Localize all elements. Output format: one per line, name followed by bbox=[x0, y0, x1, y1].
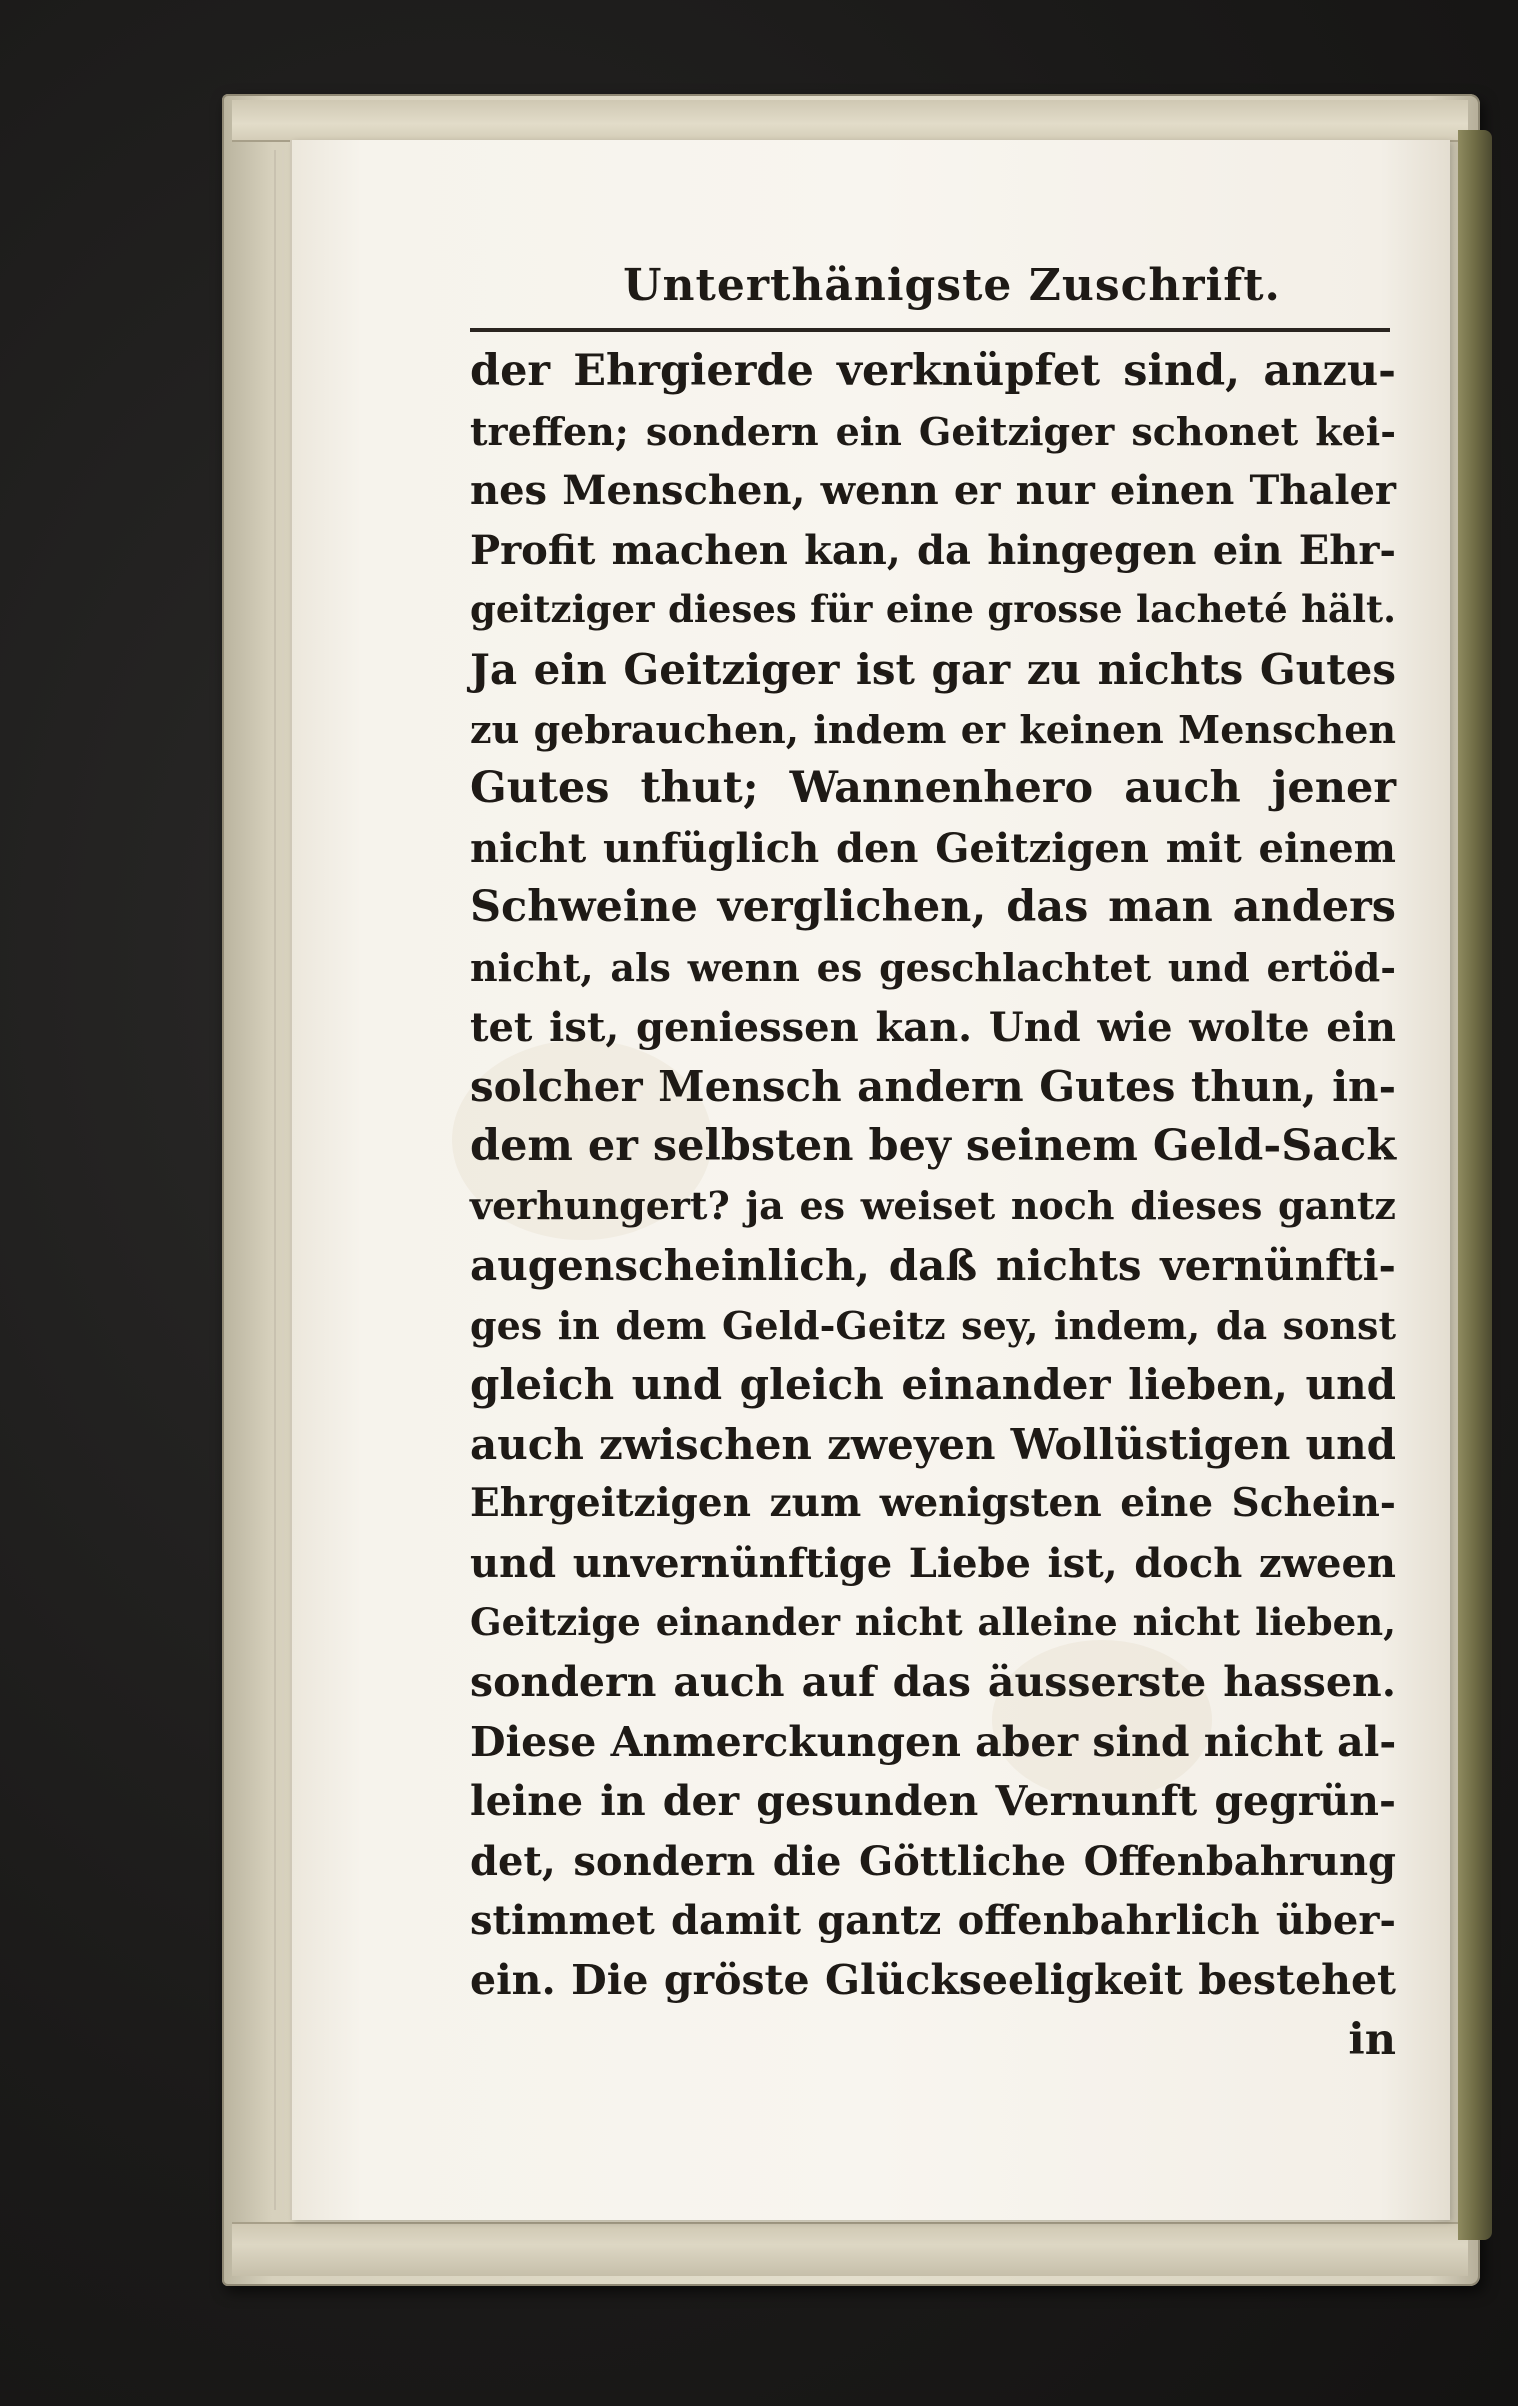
text-line: nicht unfüglich den Geitzigen mit einem bbox=[470, 824, 1396, 872]
text-line: geitziger dieses für eine grosse lacheté hält. bbox=[470, 587, 1396, 632]
text-line: ein. Die gröste Glückseeligkeit bestehet bbox=[470, 1956, 1396, 2005]
running-head: Unterthänigste Zuschrift. bbox=[623, 260, 1281, 311]
catchword: in bbox=[1348, 2014, 1396, 2065]
cover-top-fold bbox=[232, 100, 1468, 142]
text-line: zu gebrauchen, indem er keinen Menschen bbox=[470, 706, 1396, 752]
text-line: Geitzige einander nicht alleine nicht lieben, bbox=[470, 1600, 1396, 1645]
text-line: nicht, als wenn es geschlachtet und ertöd- bbox=[470, 944, 1396, 990]
text-line: der Ehrgierde verknüpfet sind, anzu- bbox=[470, 346, 1396, 396]
text-line: Diese Anmerckungen aber sind nicht al- bbox=[470, 1717, 1397, 1766]
page-edge bbox=[274, 150, 276, 2210]
text-line: Ja ein Geitziger ist gar zu nichts Gutes bbox=[470, 644, 1396, 694]
text-line: solcher Mensch andern Gutes thun, in- bbox=[470, 1062, 1396, 1112]
text-line: auch zwischen zweyen Wollüstigen und bbox=[470, 1419, 1396, 1469]
text-line: nes Menschen, wenn er nur einen Thaler bbox=[470, 467, 1396, 515]
text-line: treffen; sondern ein Geitziger schonet kei- bbox=[470, 408, 1396, 454]
body-text bbox=[470, 342, 1404, 2011]
text-line: leine in der gesunden Vernunft gegrün- bbox=[470, 1777, 1396, 1826]
text-line: ges in dem Geld-Geitz sey, indem, da sonst bbox=[470, 1302, 1396, 1348]
text-line: stimmet damit gantz offenbahrlich über- bbox=[470, 1897, 1396, 1945]
text-line: tet ist, geniessen kan. Und wie wolte ein bbox=[470, 1003, 1396, 1051]
text-line: Profit machen kan, da hingegen ein Ehr- bbox=[470, 526, 1396, 574]
cover-bottom-fold bbox=[232, 2222, 1468, 2276]
text-block bbox=[470, 258, 1404, 2070]
head-rule bbox=[470, 328, 1390, 332]
text-line: und unvernünftige Liebe ist, doch zween bbox=[470, 1539, 1396, 1587]
text-line: verhungert? ja es weiset noch dieses gantz bbox=[470, 1183, 1396, 1229]
text-line: det, sondern die Göttliche Offenbahrung bbox=[470, 1837, 1396, 1885]
spine-edge bbox=[1458, 130, 1492, 2240]
text-line: Ehrgeitzigen zum wenigsten eine Schein- bbox=[470, 1480, 1396, 1527]
page-edge bbox=[282, 150, 284, 2210]
text-line: augenscheinlich, daß nichts vernünfti- bbox=[470, 1240, 1396, 1290]
text-line: sondern auch auf das äusserste hassen. bbox=[470, 1658, 1396, 1707]
text-line: gleich und gleich einander lieben, und bbox=[470, 1360, 1396, 1410]
text-line: Schweine verglichen, das man anders bbox=[470, 882, 1396, 933]
text-line: dem er selbsten bey seinem Geld-Sack bbox=[470, 1120, 1397, 1171]
text-line: Gutes thut; Wannenhero auch jener bbox=[470, 763, 1396, 814]
